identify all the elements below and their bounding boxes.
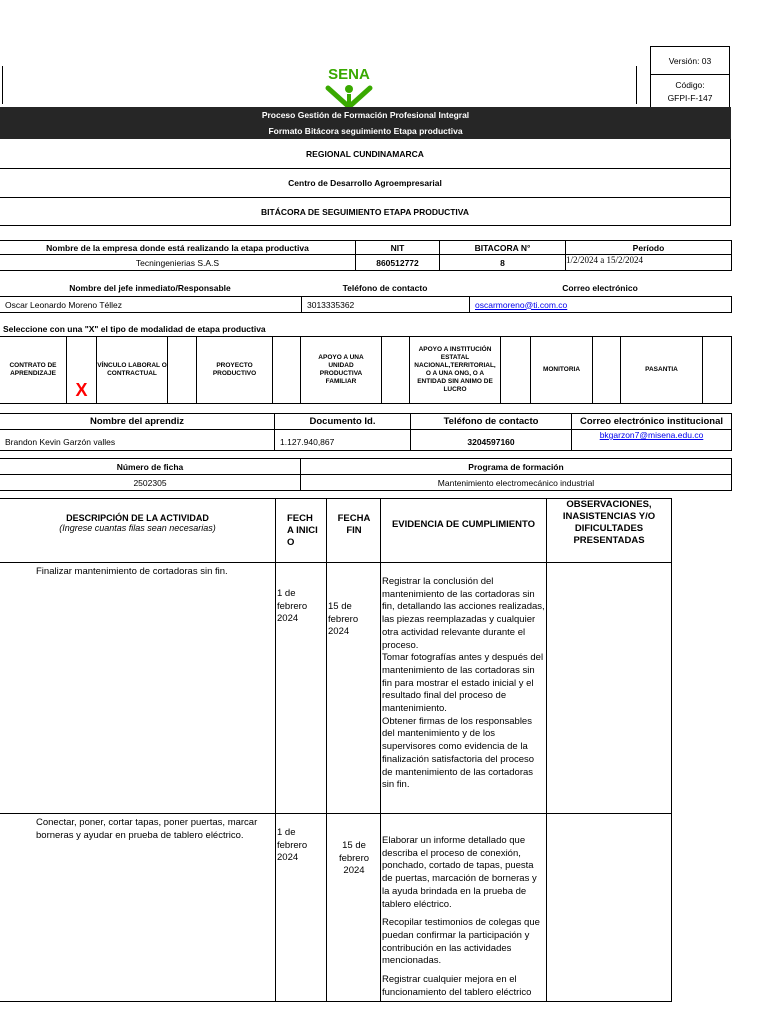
activity-2-end: 15 de febrero 2024	[338, 840, 370, 877]
activity-1-evidence	[382, 576, 546, 792]
activity-1-start: 1 de febrero 2024	[277, 588, 308, 625]
apprentice-email-link[interactable]: bkgarzon7@misena.edu.co	[599, 430, 704, 440]
nit-label: NIT	[356, 241, 440, 255]
program-label: Programa de formación	[301, 459, 731, 475]
modality-mark: X	[75, 379, 88, 400]
bitacora-label: BITACORA N°	[440, 241, 566, 255]
company-name-value: Tecningenierias S.A.S	[0, 255, 356, 270]
center-title: Centro de Desarrollo Agroempresarial	[0, 169, 731, 198]
boss-email-value[interactable]	[470, 297, 730, 312]
activity-1-end: 15 de febrero 2024	[328, 601, 359, 638]
modality-label: Seleccione con una "X" el tipo de modalidad de etapa productiva	[3, 324, 266, 334]
modality-option-1: CONTRATO DE APRENDIZAJE	[0, 337, 67, 403]
ficha-value: 2502305	[0, 475, 301, 490]
col-desc-title: DESCRIPCIÓN DE LA ACTIVIDAD	[66, 513, 209, 523]
boss-phone-value: 3013335362	[302, 297, 470, 312]
col-end-header: FECHA FIN	[337, 513, 371, 536]
modality-option-4: APOYO A UNA UNIDAD PRODUCTIVA FAMILIAR	[301, 337, 382, 403]
boss-name-value: Oscar Leonardo Moreno Téllez	[0, 297, 302, 312]
modality-option-3: PROYECTO PRODUCTIVO	[197, 337, 273, 403]
activity-2-evidence-3: Registrar cualquier mejora en el funcionamiento del tablero eléctrico	[382, 974, 532, 998]
program-value: Mantenimiento electromecánico industrial	[437, 477, 595, 488]
apprentice-phone-value: 3204597160	[411, 430, 572, 450]
format-title: Formato Bitácora seguimiento Etapa productiva	[0, 123, 731, 139]
activity-2-obs[interactable]	[548, 817, 670, 1001]
apprentice-email-label: Correo electrónico institucional	[572, 414, 731, 430]
code-label: Código:	[675, 80, 705, 90]
boss-name-label: Nombre del jefe inmediato/Responsable	[69, 283, 231, 293]
activity-2-desc: Conectar, poner, cortar tapas, poner puertas, marcar borneras y ayudar en prueba de tablero eléctrico.	[36, 817, 258, 841]
sena-logo-icon	[318, 62, 380, 110]
activity-1-evidence-1: Registrar la conclusión del mantenimiento de las cortadoras sin fin, detallando las acciones realizadas, las piezas reemplazadas y cualquier otra actividad relevante durante el proceso.	[382, 576, 545, 651]
left-frame-mark	[2, 66, 3, 104]
ficha-label: Número de ficha	[0, 459, 301, 475]
modality-checkbox-4[interactable]	[382, 337, 410, 403]
right-frame-mark	[636, 66, 637, 104]
document-title: BITÁCORA DE SEGUIMIENTO ETAPA PRODUCTIVA	[0, 198, 731, 226]
boss-email-link[interactable]: oscarmoreno@ti.com.co	[475, 299, 568, 310]
modality-checkbox-5[interactable]	[501, 337, 531, 403]
code-value: GFPI-F-147	[667, 93, 713, 103]
col-obs-header: OBSERVACIONES, INASISTENCIAS Y/O DIFICULTADES PRESENTADAS	[562, 499, 656, 546]
modality-checkbox-3[interactable]	[273, 337, 301, 403]
col-desc-note: (Ingrese cuantas filas sean necesarias)	[59, 523, 216, 533]
activity-1-obs[interactable]	[548, 566, 670, 810]
sena-logo	[318, 62, 380, 110]
activity-2-evidence	[382, 835, 546, 1002]
period-label: Período	[566, 241, 731, 255]
apprentice-name-value: Brandon Kevin Garzón valles	[0, 430, 275, 450]
activity-2-evidence-2: Recopilar testimonios de colegas que puedan confirmar la participación y contribución en las actividades mencionadas.	[382, 917, 540, 967]
modality-checkbox-7[interactable]	[703, 337, 731, 403]
boss-phone-label: Teléfono de contacto	[342, 283, 428, 293]
apprentice-phone-label: Teléfono de contacto	[411, 414, 572, 430]
version-text: Versión: 03	[668, 56, 712, 66]
activity-2-evidence-1: Elaborar un informe detallado que describa el proceso de conexión, ponchado, cortado de tapas, puesta de puertas, marcación de borneras y la ayuda brindada en la prueba de tablero eléctrico.	[382, 835, 537, 910]
modality-checkbox-2[interactable]	[168, 337, 197, 403]
col-start-header: FECH A INICI O	[287, 513, 318, 548]
company-name-label: Nombre de la empresa donde está realizando la etapa productiva	[0, 241, 356, 255]
modality-option-7: PASANTIA	[621, 337, 703, 403]
logo-text: SENA	[328, 66, 370, 83]
activity-1-desc: Finalizar mantenimiento de cortadoras sin fin.	[36, 566, 228, 577]
col-evidence-header: EVIDENCIA DE CUMPLIMIENTO	[391, 518, 536, 530]
apprentice-doc-value: 1.127.940,867	[275, 430, 411, 450]
modality-option-6: MONITORIA	[531, 337, 593, 403]
apprentice-name-label: Nombre del aprendiz	[0, 414, 275, 430]
process-title: Proceso Gestión de Formación Profesional Integral	[0, 107, 731, 123]
boss-email-label: Correo electrónico	[562, 283, 638, 293]
modality-checkbox-6[interactable]	[593, 337, 621, 403]
version-box	[650, 46, 730, 108]
nit-value: 860512772	[356, 255, 440, 270]
activity-2-start: 1 de febrero 2024	[277, 827, 308, 864]
apprentice-doc-label: Documento Id.	[275, 414, 411, 430]
modality-option-2: VÍNCULO LABORAL O CONTRACTUAL	[97, 337, 168, 403]
col-desc-header	[0, 499, 275, 562]
activity-1-evidence-2: Tomar fotografías antes y después del mantenimiento de las cortadoras sin fin para mostrar el estado inicial y el resultado final del proceso de mantenimiento.	[382, 652, 544, 715]
modality-checkbox-1[interactable]	[67, 337, 97, 403]
period-value: 1/2/2024 a 15/2/2024	[566, 255, 643, 265]
apprentice-email-value[interactable]	[572, 430, 731, 450]
regional-title: REGIONAL CUNDINAMARCA	[0, 139, 731, 169]
activity-1-evidence-3: Obtener firmas de los responsables del mantenimiento y de los supervisores como evidencia de la finalización satisfactoria del proceso de mantenimiento de las cortadoras sin fin.	[382, 715, 535, 791]
bitacora-value: 8	[440, 255, 566, 270]
modality-option-5: APOYO A INSTITUCIÓN ESTATAL NACIONAL,TERRITORIAL, O A UNA ONG, O A ENTIDAD SIN ANIMO DE LUCRO	[410, 337, 501, 403]
